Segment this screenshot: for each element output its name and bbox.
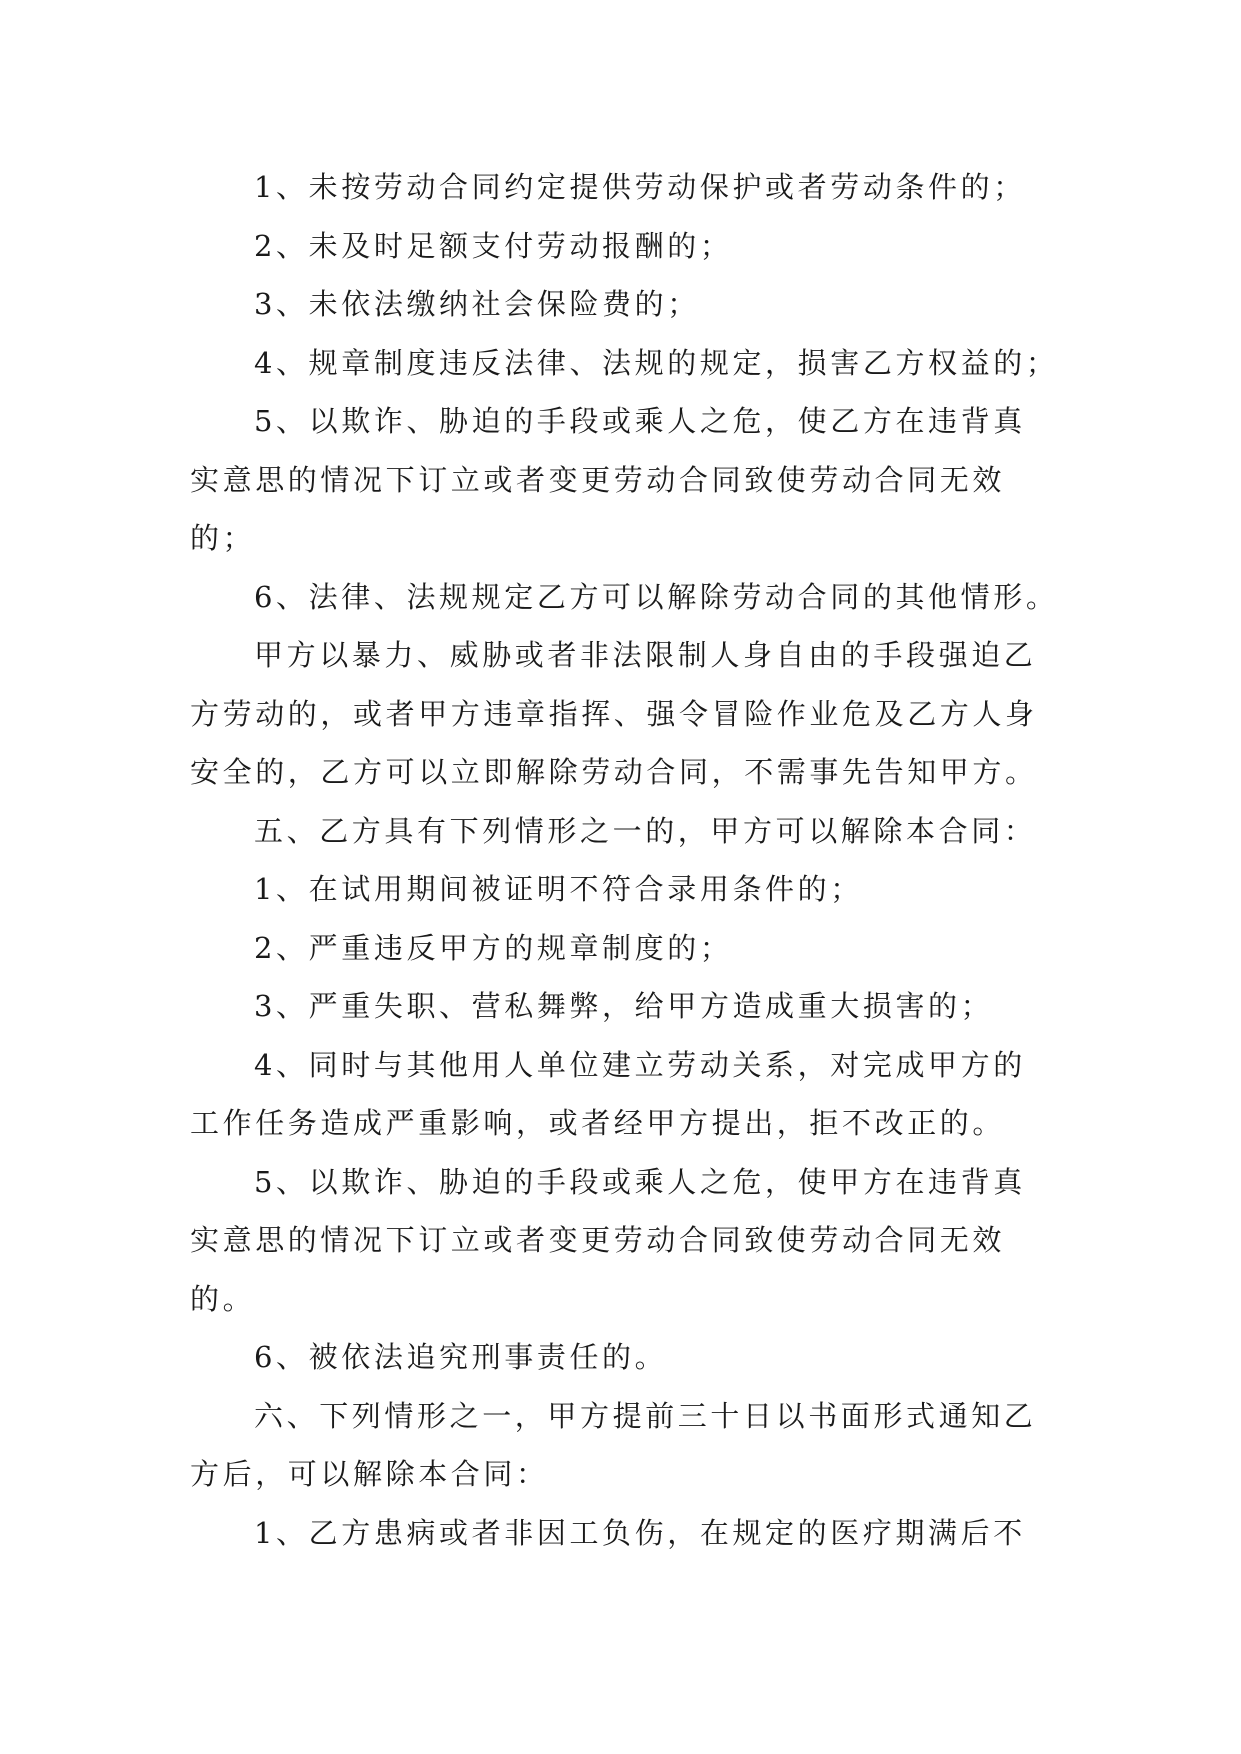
section-heading: 六、下列情形之一，甲方提前三十日以书面形式通知乙: [254, 1398, 1037, 1433]
text-line: 4、同时与其他用人单位建立劳动关系，对完成甲方的: [254, 1047, 1026, 1082]
text-line: 3、严重失职、营私舞弊，给甲方造成重大损害的；: [254, 989, 994, 1023]
text-line: 2、严重违反甲方的规章制度的；: [254, 930, 733, 965]
text-line: 5、以欺诈、胁迫的手段或乘人之危，使甲方在违背真: [254, 1164, 1026, 1199]
text-line: 实意思的情况下订立或者变更劳动合同致使劳动合同无效: [190, 462, 1006, 497]
text-line: 5、以欺诈、胁迫的手段或乘人之危，使乙方在违背真: [254, 404, 1026, 438]
section-heading: 五、乙方具有下列情形之一的，甲方可以解除本合同：: [254, 813, 1037, 848]
text-line: 3、未依法缴纳社会保险费的；: [254, 287, 700, 321]
text-line: 的。: [190, 1281, 256, 1316]
text-line: 的；: [190, 521, 256, 555]
text-line: 方劳动的，或者甲方违章指挥、强令冒险作业危及乙方人身: [190, 696, 1038, 731]
text-line: 6、被依法追究刑事责任的。: [254, 1340, 668, 1374]
text-line: 甲方以暴力、威胁或者非法限制人身自由的手段强迫乙: [254, 638, 1037, 672]
text-line: 2、未及时足额支付劳动报酬的；: [254, 228, 733, 263]
text-line: 1、乙方患病或者非因工负伤，在规定的医疗期满后不: [254, 1515, 1026, 1550]
text-line: 安全的，乙方可以立即解除劳动合同，不需事先告知甲方。: [190, 755, 1038, 789]
text-line: 方后，可以解除本合同：: [190, 1457, 549, 1491]
text-line: 实意思的情况下订立或者变更劳动合同致使劳动合同无效: [190, 1223, 1006, 1257]
text-line: 工作任务造成严重影响，或者经甲方提出，拒不改正的。: [190, 1106, 1006, 1140]
text-line: 6、法律、法规规定乙方可以解除劳动合同的其他情形。: [254, 579, 1059, 614]
text-line: 1、未按劳动合同约定提供劳动保护或者劳动条件的；: [254, 170, 1026, 204]
text-line: 1、在试用期间被证明不符合录用条件的；: [254, 872, 863, 906]
document-body: [190, 158, 1059, 1562]
text-line: 4、规章制度违反法律、法规的规定，损害乙方权益的；: [254, 345, 1059, 380]
